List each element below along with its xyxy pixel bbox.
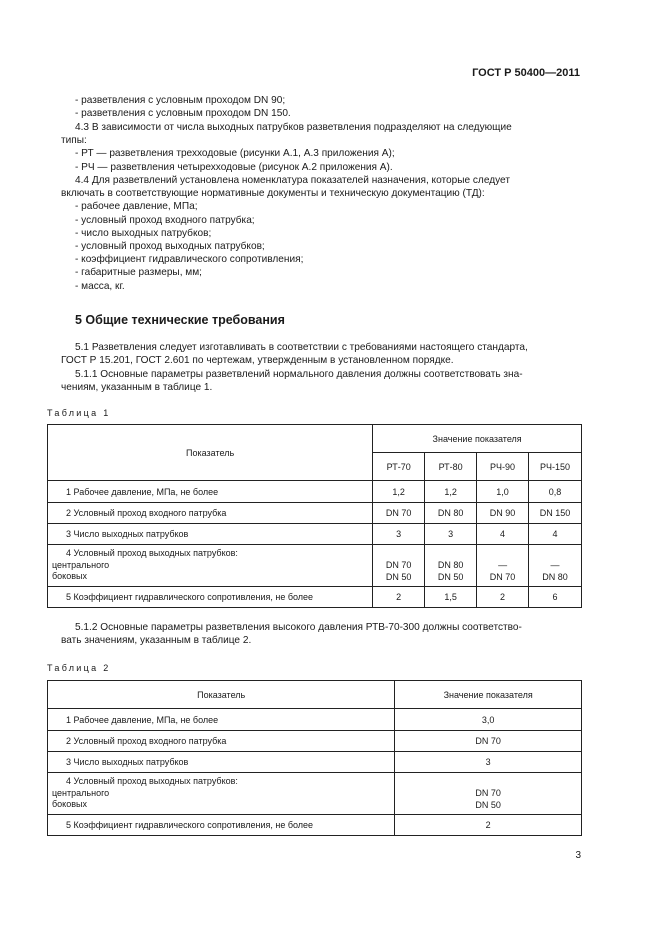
cell-value: DN 70 (373, 503, 425, 524)
cell-value (477, 545, 529, 587)
row-label-line: центрального (52, 559, 110, 570)
cell-value: 2 (477, 587, 529, 608)
section-heading: 5 Общие технические требования (75, 313, 285, 327)
cell-value: 3 (373, 524, 425, 545)
paragraph-4-3 (61, 121, 581, 174)
cell-value: DN 80 (425, 503, 477, 524)
list-item: - габаритные размеры, мм; (75, 267, 202, 279)
row-label: 2 Условный проход входного патрубка (48, 731, 395, 752)
cell-value-side: DN 50 (385, 571, 412, 582)
list-item: - коэффициент гидравлического сопротивления; (75, 254, 304, 266)
cell-value: 0,8 (529, 481, 582, 503)
row-label: 3 Число выходных патрубков (48, 752, 395, 773)
row-label-line: центрального (52, 787, 110, 798)
list-item: - разветвления с условным проходом DN 90; (75, 95, 286, 106)
cell-value: 3 (395, 752, 582, 773)
cell-value: 1,5 (425, 587, 477, 608)
paragraph-line: 5.1.1 Основные параметры разветвлений нормального давления должны соответствовать зна- (75, 369, 523, 380)
table-2 (47, 680, 582, 836)
cell-value-central: — (498, 560, 508, 570)
cell-value: 3 (425, 524, 477, 545)
table-row (48, 524, 582, 545)
intro-list (61, 94, 581, 120)
row-label (48, 773, 395, 815)
cell-value: 1,2 (425, 481, 477, 503)
paragraph-line: 4.4 Для разветвлений установлена номенклатура показателей назначения, которые следует (75, 175, 510, 186)
type-header: РЧ-150 (529, 453, 582, 481)
row-label (48, 545, 373, 587)
paragraph-line: 4.3 В зависимости от числа выходных патрубков разветвления подразделяют на следующие (75, 122, 512, 133)
cell-value (425, 545, 477, 587)
cell-value: DN 90 (477, 503, 529, 524)
table-1 (47, 424, 582, 608)
cell-value-central: DN 80 (437, 560, 464, 570)
cell-value (373, 545, 425, 587)
cell-value-side: DN 50 (437, 571, 464, 582)
document-code: ГОСТ Р 50400—2011 (472, 67, 580, 79)
table-row (48, 815, 582, 836)
cell-value-side: DN 50 (475, 799, 501, 810)
table-header-value: Значение показателя (373, 425, 582, 453)
list-item: - РЧ — разветвления четырехходовые (рисунок А.2 приложения А). (75, 161, 393, 173)
paragraph-line: включать в соответствующие нормативные документы и техническую документацию (ТД): (61, 188, 485, 200)
paragraph-5-1-1 (61, 368, 581, 394)
cell-value-central: DN 70 (385, 560, 412, 570)
cell-value-side: DN 70 (489, 571, 516, 582)
paragraph-5-1-2 (61, 621, 581, 647)
type-header: РТ-80 (425, 453, 477, 481)
type-header: РЧ-90 (477, 453, 529, 481)
cell-value-side: DN 80 (542, 571, 568, 582)
table-row (48, 503, 582, 524)
table-row (48, 481, 582, 503)
list-item: - разветвления с условным проходом DN 150. (75, 108, 291, 120)
row-label: 2 Условный проход входного патрубка (48, 503, 373, 524)
type-header: РТ-70 (373, 453, 425, 481)
list-item: - условный проход входного патрубка; (75, 214, 255, 226)
row-label-line: боковых (52, 571, 87, 582)
cell-value (529, 545, 582, 587)
cell-value: 6 (529, 587, 582, 608)
table-row (48, 731, 582, 752)
cell-value: 2 (373, 587, 425, 608)
cell-value: 4 (529, 524, 582, 545)
cell-value: 1,0 (477, 481, 529, 503)
row-label-line: 4 Условный проход выходных патрубков: (66, 776, 238, 787)
table-row (48, 709, 582, 731)
cell-value (395, 773, 582, 815)
table-row (48, 773, 582, 815)
row-label: 1 Рабочее давление, МПа, не более (48, 709, 395, 731)
page-number: 3 (575, 850, 581, 861)
list-item: - число выходных патрубков; (75, 227, 212, 239)
paragraph-line: ГОСТ Р 15.201, ГОСТ 2.601 по чертежам, утвержденным в установленном порядке. (61, 355, 454, 367)
cell-value: 1,2 (373, 481, 425, 503)
row-label: 1 Рабочее давление, МПа, не более (48, 481, 373, 503)
table-2-caption: Таблица 2 (47, 663, 111, 673)
cell-value: 3,0 (395, 709, 582, 731)
row-label-line: 4 Условный проход выходных патрубков: (66, 548, 238, 559)
table-row (48, 587, 582, 608)
paragraph-line: 5.1.2 Основные параметры разветвления высокого давления РТВ-70-300 должны соответство- (75, 622, 522, 633)
paragraph-line: типы: (61, 135, 87, 147)
paragraph-line: вать значениям, указанным в таблице 2. (61, 635, 252, 647)
table-row (48, 545, 582, 587)
cell-value-central: — (550, 560, 560, 570)
list-item: - рабочее давление, МПа; (75, 201, 198, 213)
list-item: - условный проход выходных патрубков; (75, 241, 265, 253)
table-row (48, 752, 582, 773)
paragraph-4-4 (61, 174, 581, 293)
row-label: 5 Коэффициент гидравлического сопротивления, не более (48, 587, 373, 608)
row-label-line: боковых (52, 799, 87, 810)
paragraph-5-1 (61, 341, 581, 367)
table-header-param: Показатель (48, 425, 373, 481)
cell-value-central: DN 70 (475, 788, 501, 798)
cell-value: DN 70 (395, 731, 582, 752)
row-label: 3 Число выходных патрубков (48, 524, 373, 545)
table-header-value: Значение показателя (395, 681, 582, 709)
paragraph-line: 5.1 Разветвления следует изготавливать в соответствии с требованиями настоящего стандарта, (75, 342, 528, 353)
list-item: - РТ — разветвления трехходовые (рисунки А.1, А.3 приложения А); (75, 148, 395, 160)
table-header-param: Показатель (48, 681, 395, 709)
list-item: - масса, кг. (75, 280, 125, 292)
paragraph-line: чениям, указанным в таблице 1. (61, 382, 213, 394)
table-1-caption: Таблица 1 (47, 408, 111, 418)
cell-value: 2 (395, 815, 582, 836)
cell-value: DN 150 (529, 503, 582, 524)
cell-value: 4 (477, 524, 529, 545)
row-label: 5 Коэффициент гидравлического сопротивления, не более (48, 815, 395, 836)
